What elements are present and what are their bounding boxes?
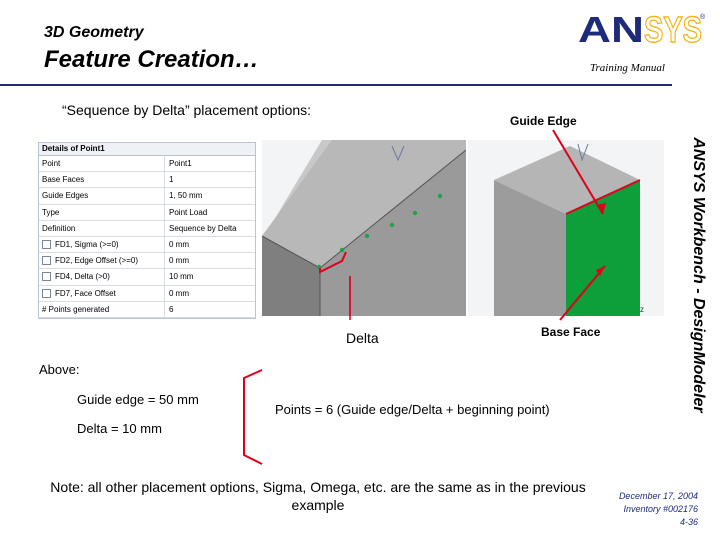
details-key-text: Base Faces bbox=[42, 175, 85, 185]
details-value[interactable]: 10 mm bbox=[169, 272, 194, 282]
footer-date: December 17, 2004 bbox=[618, 491, 698, 501]
footer bbox=[586, 490, 698, 529]
details-value[interactable]: 0 mm bbox=[169, 288, 189, 298]
footer-inventory: Inventory #002176 bbox=[623, 504, 698, 514]
details-key-text: Guide Edges bbox=[42, 191, 89, 201]
note-text: Note: all other placement options, Sigma, Omega, etc. are the same as in the previous example bbox=[50, 479, 586, 513]
details-key-text: Type bbox=[42, 207, 60, 217]
svg-text:z: z bbox=[640, 305, 644, 314]
details-value[interactable]: 1 bbox=[169, 175, 174, 185]
svg-text:SYS: SYS bbox=[644, 10, 702, 48]
svg-text:AN: AN bbox=[578, 10, 644, 48]
details-value[interactable]: 6 bbox=[169, 304, 174, 314]
above-heading: Above: bbox=[39, 362, 80, 377]
details-title: Details of Point1 bbox=[39, 143, 255, 156]
details-key-text: # Points generated bbox=[42, 304, 110, 314]
training-manual-label: Training Manual bbox=[590, 62, 665, 74]
delta-value: Delta = 10 mm bbox=[77, 421, 162, 436]
footer-page-number: 4-36 bbox=[679, 517, 698, 527]
details-value[interactable]: Point Load bbox=[169, 207, 208, 217]
details-key-text: Definition bbox=[42, 223, 76, 233]
intro-text: “Sequence by Delta” placement options: bbox=[62, 102, 312, 118]
base-face-label: Base Face bbox=[541, 325, 601, 339]
delta-label: Delta bbox=[346, 330, 379, 346]
details-value[interactable]: 0 mm bbox=[169, 256, 189, 266]
details-value[interactable]: Sequence by Delta bbox=[169, 223, 237, 233]
sidebar-product-name: ANSYS Workbench - DesignModeler bbox=[690, 137, 707, 413]
details-value[interactable]: 1, 50 mm bbox=[169, 191, 203, 201]
details-value[interactable]: Point1 bbox=[169, 159, 192, 169]
section-title: 3D Geometry bbox=[44, 24, 144, 41]
details-key-text: Point bbox=[42, 159, 61, 169]
summary-brace bbox=[244, 370, 262, 464]
details-key-text: FD2, Edge Offset (>=0) bbox=[55, 256, 139, 266]
details-key-text: FD7, Face Offset bbox=[55, 288, 116, 298]
slide-title: Feature Creation… bbox=[44, 46, 259, 73]
registered-mark: ® bbox=[700, 14, 706, 21]
guide-edge-label: Guide Edge bbox=[510, 114, 577, 128]
details-key-text: FD1, Sigma (>=0) bbox=[55, 240, 119, 250]
details-key-text: FD4, Delta (>0) bbox=[55, 272, 110, 282]
details-value[interactable]: 0 mm bbox=[169, 240, 189, 250]
guide-edge-length: Guide edge = 50 mm bbox=[77, 392, 199, 407]
points-formula: Points = 6 (Guide edge/Delta + beginning point) bbox=[275, 402, 550, 417]
